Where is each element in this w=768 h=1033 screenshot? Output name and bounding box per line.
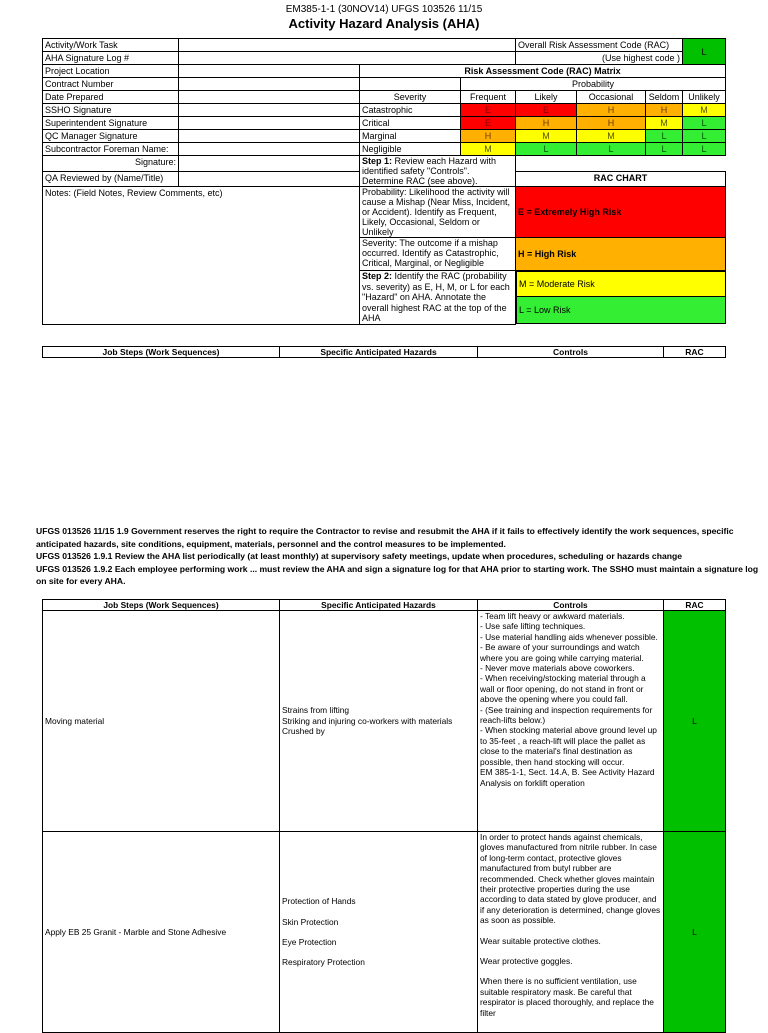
step1-heading: Step 1: [362, 156, 393, 166]
document-reference: EM385-1-1 (30NOV14) UFGS 103526 11/15 [285, 4, 483, 15]
col-hazards: Specific Anticipated Hazards [280, 347, 478, 358]
project-location-field[interactable] [179, 65, 360, 78]
hazard-item: Striking and injuring co-workers with materials [282, 715, 453, 726]
rac-chart-high: H = High Risk [516, 238, 726, 271]
signature-field[interactable] [179, 156, 360, 172]
rac-cell: M [646, 117, 683, 130]
ssho-signature-label: SSHO Signature [43, 104, 179, 117]
control-item: - Use material handling aids whenever possible. [480, 631, 658, 642]
rac-chart-moderate: M = Moderate Risk [517, 272, 726, 297]
rac-value: L [664, 611, 726, 832]
date-prepared-field[interactable] [179, 91, 360, 104]
prob-col-frequent: Frequent [461, 91, 516, 104]
table-row [43, 832, 726, 1033]
rac-chart-title: RAC CHART [516, 171, 726, 187]
severity-marginal: Marginal [360, 130, 461, 143]
step1-instructions [360, 156, 516, 187]
ssho-signature-field[interactable] [179, 104, 360, 117]
rac-cell: H [461, 130, 516, 143]
job-step: Moving material [43, 611, 280, 832]
col-job-steps: Job Steps (Work Sequences) [43, 347, 280, 358]
overall-rac-label: Overall Risk Assessment Code (RAC) [516, 39, 683, 52]
page-title: Activity Hazard Analysis (AHA) [288, 16, 480, 31]
aha-main-table [42, 599, 726, 1033]
control-item: - When receiving/stocking material through a wall or floor opening, do not stand in front or above the opening where you could fall. [480, 673, 646, 705]
qa-reviewed-field[interactable] [179, 171, 360, 187]
rac-cell: L [683, 143, 726, 156]
col-controls: Controls [478, 600, 664, 611]
controls-cell [478, 611, 664, 832]
severity-critical: Critical [360, 117, 461, 130]
ufgs-note: UFGS 013526 11/15 1.9 Government reserves the right to require the Contractor to revise and resubmit the AHA if it fails to effectively identify the work sequences, specific anticipated hazards, site conditions, equipment, materials, personnel and the control measures to be implemented. [36, 526, 734, 549]
control-item: In order to protect hands against chemicals, gloves manufactured from nitrile rubber. In case of long-term contact, protective gloves manufactured from butyl rubber are recommended. Check whether gloves maintain their protective properties during the use according to data stated by glove producer, and if any deterioration is determined, change gloves as soon as possible. [480, 832, 661, 926]
col-job-steps: Job Steps (Work Sequences) [43, 600, 280, 611]
rac-chart-extreme: E = Extremely High Risk [516, 187, 726, 238]
qc-manager-signature-label: QC Manager Signature [43, 130, 179, 143]
notes-area[interactable] [43, 187, 360, 325]
rac-cell: H [516, 117, 577, 130]
rac-cell: L [646, 130, 683, 143]
ufgs-note: UFGS 013526 1.9.1 Review the AHA list periodically (at least monthly) at supervisory safety meetings, update when procedures, scheduling or hazards change [36, 551, 682, 561]
rac-cell: H [577, 117, 646, 130]
rac-cell: M [577, 130, 646, 143]
rac-cell: L [577, 143, 646, 156]
ufgs-note: UFGS 013526 1.9.2 Each employee performing work ... must review the AHA and sign a signature log for that AHA prior to starting work. The SSHO must maintain a signature log on site for every AHA. [36, 563, 759, 586]
control-item: - Use safe lifting techniques. [480, 621, 586, 632]
job-steps-header-table [42, 346, 726, 358]
rac-cell: E [461, 104, 516, 117]
overall-rac-value: L [683, 39, 726, 65]
ufgs-notes [36, 525, 768, 588]
rac-cell: L [683, 117, 726, 130]
activity-label: Activity/Work Task [43, 39, 179, 52]
step2-heading: Step 2: [362, 271, 393, 281]
prob-col-unlikely: Unlikely [683, 91, 726, 104]
control-item: - Team lift heavy or awkward materials. [480, 611, 625, 621]
job-step: Apply EB 25 Granit - Marble and Stone Adhesive [43, 832, 280, 1033]
qc-manager-signature-field[interactable] [179, 130, 360, 143]
rac-cell: M [461, 143, 516, 156]
project-location-label: Project Location [43, 65, 179, 78]
hazards-cell [280, 611, 478, 832]
contract-number-field[interactable] [179, 78, 360, 91]
rac-cell: E [516, 104, 577, 117]
severity-header: Severity [360, 91, 461, 104]
subcontractor-foreman-label: Subcontractor Foreman Name: [43, 143, 179, 156]
step2-instructions [360, 271, 516, 325]
step2-text: Identify the RAC (probability vs. severity) as E, H, M, or L for each "Hazard" on AHA. Annotate the overall highest RAC at the top of the AHA [362, 271, 510, 323]
step1-text: Review each Hazard with identified safety "Controls". Determine RAC (see above). [362, 156, 497, 186]
rac-cell: H [577, 104, 646, 117]
table-row [43, 611, 726, 832]
col-rac: RAC [664, 600, 726, 611]
hazard-item: Respiratory Protection [282, 957, 365, 968]
control-item: Wear protective goggles. [480, 956, 573, 967]
control-item: - Be aware of your surroundings and watch where you are going while carrying material. [480, 642, 644, 663]
rac-cell: M [683, 104, 726, 117]
control-item: Wear suitable protective clothes. [480, 935, 601, 946]
rac-cell: L [516, 143, 577, 156]
notes-label: Notes: (Field Notes, Review Comments, etc) [45, 188, 223, 198]
hazard-item: Crushed by [282, 726, 325, 737]
control-item: - Never move materials above coworkers. [480, 663, 635, 674]
control-item: - (See training and inspection requirements for reach-lifts below.) [480, 704, 653, 726]
signature-log-field[interactable] [179, 52, 516, 65]
subcontractor-foreman-field[interactable] [179, 143, 360, 156]
control-item: EM 385-1-1, Sect. 14.A, B. See Activity Hazard Analysis on forklift operation [480, 767, 655, 788]
hazard-item: Protection of Hands [282, 896, 356, 907]
controls-cell [478, 832, 664, 1033]
rac-cell: L [646, 143, 683, 156]
superintendent-signature-field[interactable] [179, 117, 360, 130]
date-prepared-label: Date Prepared [43, 91, 179, 104]
qa-reviewed-label: QA Reviewed by (Name/Title) [43, 171, 179, 187]
rac-value: L [664, 832, 726, 1033]
rac-matrix-title: Risk Assessment Code (RAC) Matrix [360, 65, 726, 78]
severity-catastrophic: Catastrophic [360, 104, 461, 117]
prob-col-seldom: Seldom [646, 91, 683, 104]
signature-log-label: AHA Signature Log # [43, 52, 179, 65]
hazard-item: Eye Protection [282, 937, 337, 947]
rac-cell: M [516, 130, 577, 143]
superintendent-signature-label: Superintendent Signature [43, 117, 179, 130]
severity-instructions: Severity: The outcome if a mishap occurred. Identify as Catastrophic, Critical, Marginal, or Negligible [360, 238, 516, 271]
rac-chart-low: L = Low Risk [517, 297, 726, 324]
control-item: - When stocking material above ground level up to 35-feet , a reach-lift will place the pallet as close to the material's final destination as possible, then hand stocking will occur. [480, 725, 657, 767]
overall-rac-note: (Use highest code ) [516, 52, 683, 65]
aha-info-table [42, 38, 726, 325]
severity-negligible: Negligible [360, 143, 461, 156]
probability-label: Probability [461, 78, 726, 91]
col-hazards: Specific Anticipated Hazards [280, 600, 478, 611]
col-controls: Controls [478, 347, 664, 358]
probability-instructions: Probability: Likelihood the activity will cause a Mishap (Near Miss, Incident, or Accident). Identify as Frequent, Likely, Occasional, Seldom or Unlikely [360, 187, 516, 238]
control-item: When there is no sufficient ventilation, use suitable respiratory mask. Be careful that respirator is placed thoroughly, and replace the filter [480, 976, 654, 1018]
prob-col-likely: Likely [516, 91, 577, 104]
col-rac: RAC [664, 347, 726, 358]
rac-cell: H [646, 104, 683, 117]
prob-col-occasional: Occasional [577, 91, 646, 104]
activity-field[interactable] [179, 39, 516, 52]
contract-number-label: Contract Number [43, 78, 179, 91]
hazard-item: Skin Protection [282, 916, 339, 927]
signature-label: Signature: [43, 156, 179, 172]
rac-cell: L [683, 130, 726, 143]
hazard-item: Strains from lifting [282, 705, 350, 716]
rac-cell: E [461, 117, 516, 130]
hazards-cell [280, 832, 478, 1033]
